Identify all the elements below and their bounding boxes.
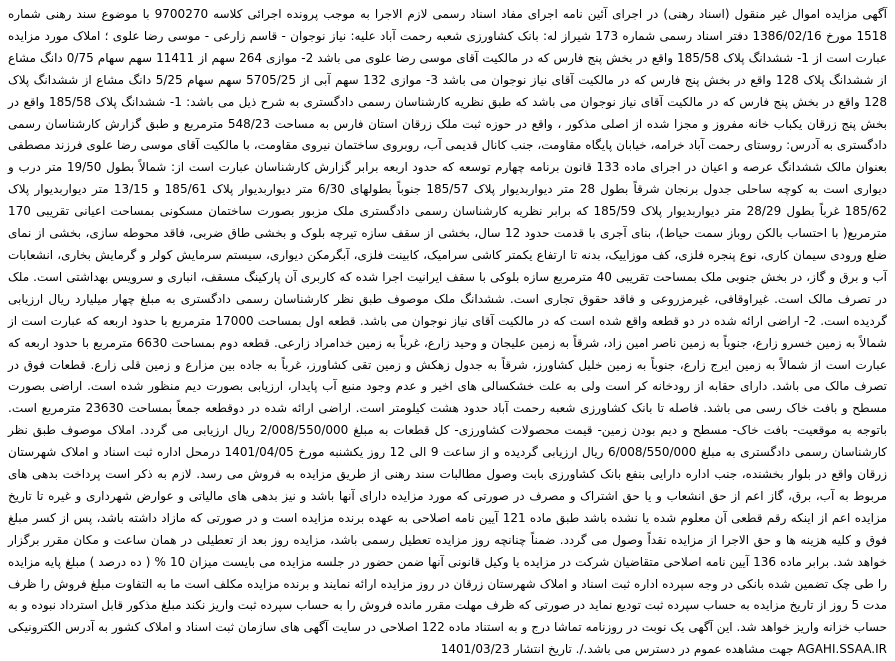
notice-body-text: آگهی مزایده اموال غیر منقول (اسناد رهنی) در اجرای آئین نامه اجرای مفاد اسناد رسمی لازم الاجرا به موجب پرونده اجرائی کلاسه 9700270 با موضوع سند رهنی شماره 1518 مورخ 1386/02/16 دفتر اسناد رسمی شماره 173 شیراز له: بانک کشاورزی شعبه رحمت آباد علیه: نیاز نوجوان - قاسم زارعی - موسی رضا علوی ؛ املاک مورد مزایده عبارت است از 1- ششدانگ پلاک 185/58 واقع در بخش پنج فارس که در مالکیت آقای موسی رضا علوی می باشد 2- موازی 264 سهم از 11411 سهم سهام 0/75 دانگ مشاع از ششدانگ پلاک 128 واقع در بخش پنج فارس که در مالکیت آقای نیاز نوجوان می باشد 3- موازی 132 سهم آبی از 5705/25 سهم سهام 5/25 دانگ مشاع از ششدانگ پلاک 128 واقع در بخش پنج فارس که در مالکیت آقای نیاز نوجوان می باشد که طبق نظریه کارشناسان رسمی دادگستری به شرح ذیل می باشد: 1- ششدانگ پلاک 185/58 واقع در بخش پنج زرقان یکباب خانه مفروز و مجزا شده از اصلی مذکور ، واقع در حوزه ثبت ملک زرقان استان فارس به مساحت 548/23 مترمربع و طبق گزارش کارشناسان رسمی دادگستری به آدرس: روستای رحمت آباد خرامه، خیابان پایگاه مقاومت، جنب کانال قدیمی آب، روبروی ساختمان نیروی مقاومت، با مالکیت آقای موسی رضا علوی فرزند مصطفی بعنوان مالک ششدانگ عرصه و اعیان در اجرای ماده 133 قانون برنامه چهارم توسعه که حدود اربعه برابر گزارش کارشناسان عبارت است از: شمالاً بطول 19/50 متر درب و دیواری است به کوچه ساحلی جدول برنجان شرقاً بطول 28 متر دیواربدیوار پلاک 185/57 جنوباً بطولهای 6/30 متر دیواربدیوار پلاک 185/61 و 13/15 متر دیواربدیوار پلاک 185/62 غرباً بطول 28/29 متر دیواربدیوار پلاک 185/59 که برابر نظریه کارشناسان رسمی دادگستری ملک مزبور بصورت ساختمان مسکونی بمساحت اعیانی تقریبی 170 مترمربع( با احتساب بالکن روباز سمت حیاط)، بنای آجری با قدمت حدود 12 سال، بخشی از سقف سازه تیرچه بلوک و بخشی طاق ضربی، فاقد محوطه سازی، بخشی از نمای ضلع ورودی سیمان کاری، نوع پنجره فلزی، کف موزاییک، بدنه تا ارتفاع یکمتر کاشی سرامیک، کابینت فلزی، آبگرمکن دیواری، سیستم سرمایش کولر و گرمایش بخاری، انشعابات آب و برق و گاز، در بخش جنوبی ملک بمساحت تقریبی 40 مترمربع سازه بلوکی با سقف ایرانیت اجرا شده که کاربری آن پارکینگ مسقف، انباری و سرویس بهداشتی است. ملک در تصرف مالک است. غیراوقافی، غیرمزروعی و فاقد حقوق تجاری است. ششدانگ ملک موصوف طبق نظر کارشناسان رسمی دادگستری به مبلغ چهار میلیارد ریال ارزیابی گردیده است. 2- اراضی ارائه شده در دو قطعه واقع شده است که در مالکیت آقای نیاز نوجوان می باشد. قطعه اول بمساحت 17000 مترمربع با حدود اربعه که عبارت است از شمالاً به زمین خسرو زارع، جنوباً به زمین ناصر امین زاد، شرقاً به زمین عليجان و وحید زارع، غرباً به زمین خدامراد زارعی. قطعه دوم بمساحت 6630 مترمربع با حدود اربعه که عبارت است از شمالاً به زمین ایرج زارع، جنوباً به زمین خلیل کشاورز، شرقاً به جدول زهکش و زمین تقی کشاورز، غرباً به جاده بین مزارع و زمین قلی زارع. قطعات فوق در تصرف مالک می باشد. دارای حقابه از رودخانه کر است ولی به علت خشکسالی های اخیر و عدم وجود منبع آب پایدار، ارزیابی بصورت دیم منظور شده است. اراضی بصورت مسطح و بافت خاک رسی می باشد. فاصله تا بانک کشاورزی شعبه رحمت آباد حدود هشت کیلومتر است. اراضی ارائه شده در دوقطعه جمعاً بمساحت 23630 مترمربع است. باتوجه به موقعیت- بافت خاک- مسطح و دیم بودن زمین- قیمت محصولات کشاورزی- کل قطعات به مبلغ 2/008/550/000 ریال ارزیابی می گردد. املاک موصوف طبق نظر کارشناسان رسمی دادگستری به مبلغ 6/008/550/000 ریال ارزیابی گردیده و از ساعت 9 الی 12 روز یکشنبه مورخ 1401/04/05 درمحل اداره ثبت اسناد و املاک شهرستان زرقان واقع در بلوار بخشنده، جنب اداره دارایی بنفع بانک کشاورزی بابت وصول مطالبات سند رهنی از طریق مزایده به فروش می رسد. لازم به ذکر است پرداخت بدهی های مربوط به آب، برق، گاز اعم از حق انشعاب و یا حق اشتراک و مصرف در صورتی که مورد مزایده دارای آنها باشد و نیز بدهی های مالیاتی و عوارض شهرداری و غیره تا تاریخ مزایده اعم از اینکه رقم قطعی آن معلوم شده یا نشده باشد طبق ماده 121 آیین نامه اصلاحی به عهده برنده مزایده است و در صورتی که مازاد داشته باشد، پس از کسر مبلغ فوق و کلیه هزینه ها و حق الاجرا از مزایده نقداً وصول می گردد. ضمناً چنانچه روز مزایده تعطیل رسمی باشد، مزایده روز بعد از تعطیلی در همان ساعت و مکان مقرر برگزار خواهد شد. برابر ماده 136 آیین نامه اصلاحی متقاضیان شرکت در مزایده یا وکیل قانونی آنها ضمن حضور در جلسه مزایده می بایست میزان 10 % ( ده درصد ) مبلغ پایه مزایده را طی چک تضمین شده بانکی در وجه سپرده اداره ثبت اسناد و املاک شهرستان زرقان در روز مزایده ارائه نمایند و برنده مزایده مکلف است ما به التفاوت مبلغ فروش را ظرف مدت 5 روز از تاریخ مزایده به حساب سپرده ثبت تودیع نماید در صورتی که ظرف مهلت مقرر مانده فروش را به حساب سپرده ثبت واریز نکند مبلغ مذکور قابل استرداد نبوده و به حساب خزانه واریز خواهد شد. این آگهی یک نوبت در روزنامه تماشا درج و به استناد ماده 122 اصلاحی در سایت آگهی های سازمان ثبت اسناد و املاک کشور به آدرس الکترونیکی AGAHI.SSAA.IR جهت مشاهده عموم در دسترس می باشد./. تاریخ انتشار 1401/03/23 <box>8 7 888 657</box>
